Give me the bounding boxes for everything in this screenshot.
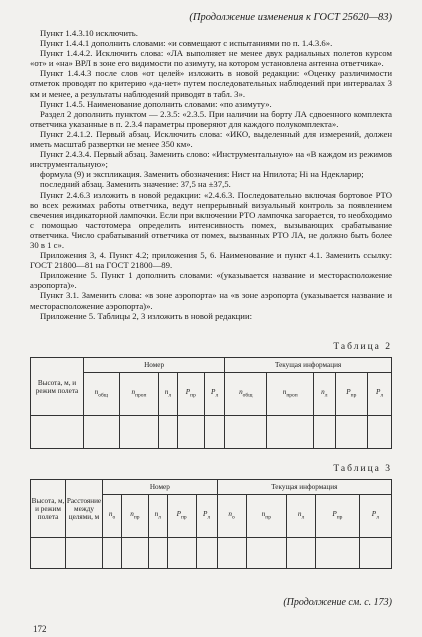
- symbol-subscript: пр: [350, 392, 357, 399]
- symbol: n: [108, 510, 113, 519]
- paragraph: Пункт 1.4.3.10 исключить.: [40, 28, 138, 38]
- table3-group-number: Номер: [103, 480, 218, 495]
- table2-subheader-cell: [84, 373, 120, 416]
- symbol: n: [94, 388, 99, 397]
- symbol-subscript: л: [207, 514, 211, 521]
- table3-empty-cell: [287, 538, 316, 569]
- paragraph: формула (9) и экспликация. Заменить обозначения: Hист на Hпилота; Hi на Hдекларир;: [40, 169, 364, 180]
- symbol-subscript: л: [324, 392, 328, 399]
- symbol-subscript: пр: [265, 514, 271, 521]
- symbol: P: [375, 388, 381, 397]
- table3-empty-cell: [316, 538, 360, 569]
- table2-empty-cell: [119, 416, 159, 449]
- table2-empty-cell: [177, 416, 205, 449]
- table2-empty-cell: [267, 416, 314, 449]
- table3-subheader-cell: [122, 495, 149, 538]
- table3-empty-cell: [217, 538, 246, 569]
- symbol: P: [202, 510, 208, 519]
- symbol-subscript: л: [301, 514, 305, 521]
- symbol-subscript: л: [215, 392, 219, 399]
- table3-empty-cell: [122, 538, 149, 569]
- table2-empty-cell: [335, 416, 367, 449]
- table2-empty-cell: [159, 416, 177, 449]
- symbol-subscript: проп: [135, 392, 147, 399]
- paragraph: Приложение 5. Пункт 1 дополнить словами: «(указывается название и месторасположение аэропорта)».: [30, 270, 392, 291]
- symbol-subscript: л: [380, 392, 384, 399]
- paragraph: Пункт 1.4.4.2. Исключить слова: «ЛА выполняет не менее двух радиальных полетов курсом «от» и «на» ВРЛ в зоне его видимости по азимуту, на котором установлена антенна ответчика».: [30, 48, 392, 69]
- symbol: P: [346, 388, 351, 397]
- paragraph: Пункт 3.1. Заменить слова: «в зоне аэропорта» на «в зоне аэропорта (указывается название и месторасположение аэропорта)».: [30, 290, 392, 311]
- table3-empty-cell: [148, 538, 167, 569]
- symbol-subscript: л: [158, 514, 161, 521]
- table2-caption: Таблица 2: [333, 342, 392, 352]
- table2-subheader-cell: [159, 373, 177, 416]
- table3-group-current: Текущая информация: [217, 480, 391, 495]
- table2-empty-cell: [225, 416, 267, 449]
- table3-empty-row: [31, 538, 392, 569]
- table2: [30, 357, 392, 449]
- table2-empty-cell: [31, 416, 84, 449]
- page-number: 172: [33, 624, 47, 634]
- symbol-subscript: о: [231, 514, 235, 521]
- table2-empty-cell: [368, 416, 392, 449]
- table2-empty-cell: [205, 416, 225, 449]
- table3-empty-cell: [103, 538, 122, 569]
- paragraph: Приложение 5. Таблицы 2, 3 изложить в новой редакции:: [40, 310, 253, 321]
- table3-empty-cell: [66, 538, 103, 569]
- body-text: [30, 28, 392, 321]
- symbol: P: [371, 510, 377, 519]
- paragraph: Пункт 1.4.4.1 дополнить словами: «и совмещают с испытаниями по п. 1.4.3.6».: [40, 38, 333, 49]
- table3-col-altitude: Высота, м, и режим полета: [31, 480, 66, 538]
- table3: [30, 479, 392, 569]
- symbol: n: [239, 388, 243, 397]
- table3-subheader-cell: [167, 495, 196, 538]
- table3-subheader-cell: [359, 495, 391, 538]
- symbol: n: [297, 510, 302, 519]
- symbol: n: [131, 388, 136, 397]
- table3-subheader-cell: [103, 495, 122, 538]
- symbol: P: [211, 388, 216, 397]
- table2-subheader-cell: [205, 373, 225, 416]
- table3-empty-cell: [246, 538, 287, 569]
- symbol-subscript: пр: [133, 514, 140, 521]
- table3-subheader-cell: [287, 495, 316, 538]
- table2-empty-cell: [84, 416, 120, 449]
- table2-empty-cell: [314, 416, 335, 449]
- symbol: n: [154, 510, 159, 519]
- table3-subheader-cell: [148, 495, 167, 538]
- table3-caption: Таблица 3: [333, 464, 392, 474]
- table2-subheader-cell: [267, 373, 314, 416]
- paragraph: последний абзац. Заменить значение: 37,5 на ±37,5.: [40, 179, 231, 190]
- table2-subheader-cell: [314, 373, 335, 416]
- table3-subheader-cell: [217, 495, 246, 538]
- table2-group-number: Номер: [84, 358, 225, 373]
- table2-subheader-cell: [335, 373, 367, 416]
- symbol: n: [130, 510, 134, 519]
- table2-empty-row: [31, 416, 392, 449]
- table3-subheader-cell: [246, 495, 287, 538]
- symbol: n: [261, 510, 266, 519]
- symbol-subscript: общ: [242, 392, 253, 399]
- symbol: P: [332, 510, 337, 519]
- symbol-subscript: пр: [190, 392, 196, 399]
- paragraph: Раздел 2 дополнить пунктом — 2.3.5: «2.3.5. При наличии на борту ЛА сдвоенного комплекта ответчика указанные в п. 2.3.4 параметры проверяют для каждого полукомплекта».: [30, 108, 392, 129]
- table2-subheader-row: [31, 373, 392, 416]
- table2-group-current: Текущая информация: [225, 358, 392, 373]
- table3-empty-cell: [31, 538, 66, 569]
- symbol-subscript: л: [376, 514, 379, 521]
- table3-empty-cell: [167, 538, 196, 569]
- symbol-subscript: пр: [336, 514, 343, 521]
- table2-subheader-cell: [119, 373, 159, 416]
- table3-subheader-cell: [196, 495, 217, 538]
- paragraph: Пункт 1.4.4.3 после слов «от целей» изложить в новой редакции: «Оценку различимости отметок проводят по критерию «да-нет» путем последовательных наблюдений при интервалах 3 км и менее, а результаты наблюдений приводят в табл. 3».: [30, 68, 392, 99]
- table3-empty-cell: [359, 538, 391, 569]
- paragraph: Пункт 2.4.3.4. Первый абзац. Заменить слово: «Инструментальную» на «В каждом из режимов инструментальную»;: [30, 149, 392, 170]
- symbol-subscript: л: [168, 392, 172, 399]
- symbol: P: [185, 388, 191, 397]
- symbol-subscript: общ: [98, 392, 109, 399]
- table2-col-altitude: Высота, м, и режим полета: [31, 358, 84, 416]
- paragraph: Приложения 3, 4. Пункт 4.2; приложения 5, 6. Наименование и пункт 4.1. Заменить ссылку: ГОСТ 21800—81 на ГОСТ 21800—89.: [30, 250, 392, 271]
- symbol-subscript: о: [112, 514, 116, 521]
- table3-subheader-cell: [316, 495, 360, 538]
- symbol: P: [176, 510, 181, 519]
- symbol: n: [321, 388, 325, 397]
- continuation-note: (Продолжение см. с. 173): [283, 597, 392, 608]
- symbol: n: [228, 510, 232, 519]
- table3-empty-cell: [196, 538, 217, 569]
- symbol-subscript: проп: [286, 392, 298, 399]
- paragraph: Пункт 2.4.1.2. Первый абзац. Исключить слова: «ИКО, выделенный для измерений, должен иметь масштаб развертки не менее 350 км».: [30, 128, 392, 150]
- paragraph: Пункт 2.4.6.3 изложить в новой редакции: «2.4.6.3. Последовательно включая бортовое РТО во всех режимах работы ответчика, ведут непрерывный визуальный контроль за появлением свечения индикаторной лампочки. Если при включении РТО лампочка загорается, то необходимо с помощью частотомера определить интенсивность помех, вызывающих срабатывание ответчика. Число срабатываний ответчика от помех, вызванных РТО ЛА, не должно быть более 30 в 1 с».: [30, 189, 392, 250]
- symbol: n: [282, 388, 287, 397]
- paragraph: Пункт 1.4.5. Наименование дополнить словами: «по азимуту».: [40, 98, 272, 109]
- table2-subheader-cell: [368, 373, 392, 416]
- table3-col-distance: Расстояние между целями, м: [66, 480, 103, 538]
- symbol: n: [164, 388, 169, 397]
- table2-subheader-cell: [177, 373, 205, 416]
- symbol-subscript: пр: [180, 514, 187, 521]
- running-header: (Продолжение изменения к ГОСТ 25620—83): [189, 12, 392, 23]
- table2-subheader-cell: [225, 373, 267, 416]
